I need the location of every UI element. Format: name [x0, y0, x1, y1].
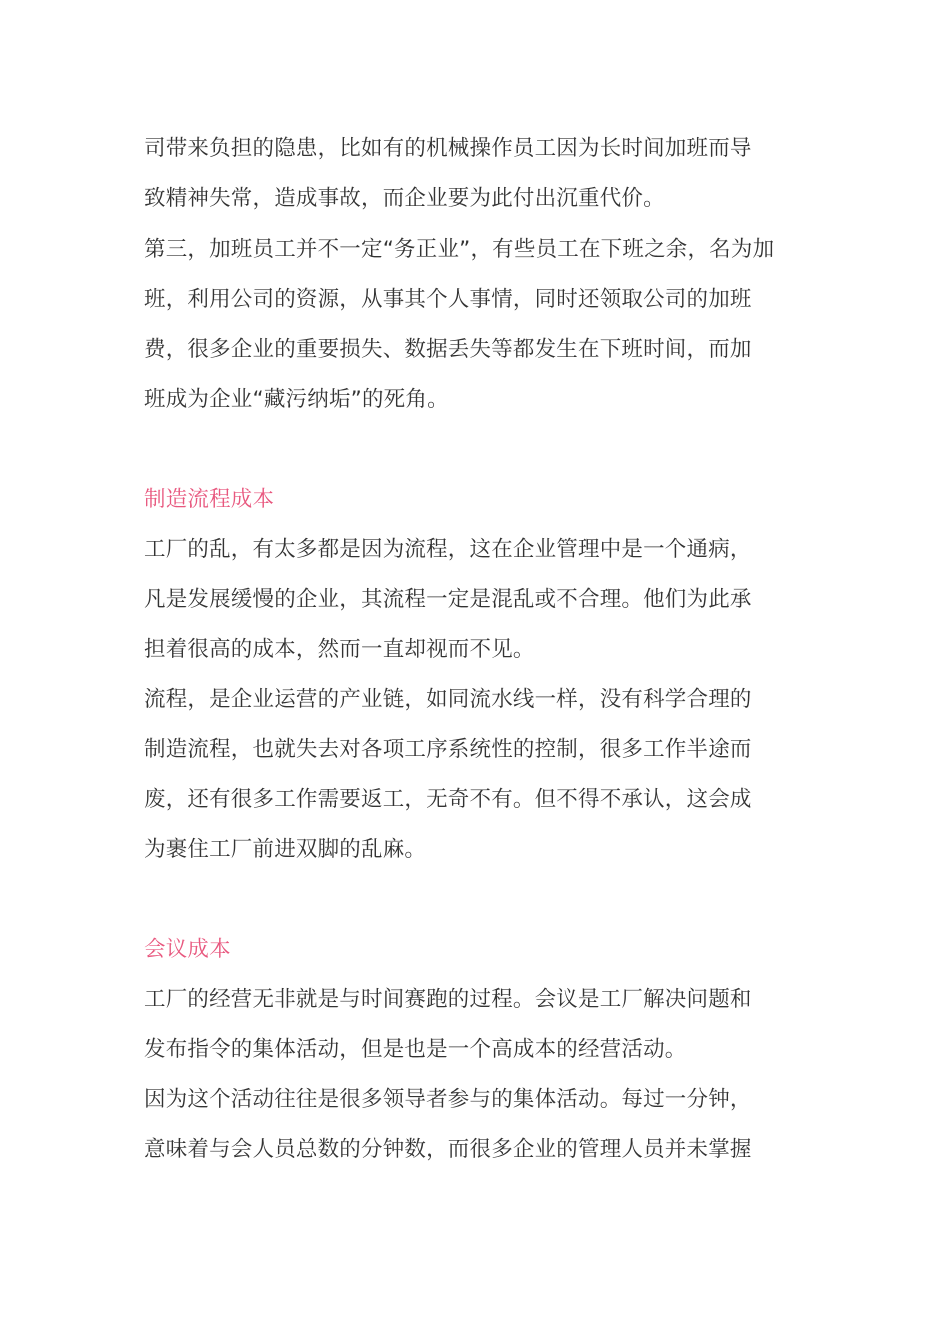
paragraph-line: 意味着与会人员总数的分钟数，而很多企业的管理人员并未掌握 — [144, 1137, 752, 1162]
paragraph-line: 废，还有很多工作需要返工，无奇不有。但不得不承认，这会成 — [144, 787, 752, 812]
paragraph-line: 担着很高的成本，然而一直却视而不见。 — [144, 637, 535, 662]
paragraph-line: 班成为企业“藏污纳垢”的死角。 — [144, 387, 449, 412]
paragraph-line: 费，很多企业的重要损失、数据丢失等都发生在下班时间，而加 — [144, 337, 752, 362]
paragraph-line: 制造流程，也就失去对各项工序系统性的控制，很多工作半途而 — [144, 737, 752, 762]
paragraph-line: 为裹住工厂前进双脚的乱麻。 — [144, 837, 427, 862]
paragraph-line: 工厂的经营无非就是与时间赛跑的过程。会议是工厂解决问题和 — [144, 987, 752, 1012]
paragraph-line: 工厂的乱，有太多都是因为流程，这在企业管理中是一个通病， — [144, 537, 752, 562]
paragraph-line: 班，利用公司的资源，从事其个人事情，同时还领取公司的加班 — [144, 287, 752, 312]
paragraph-line: 凡是发展缓慢的企业，其流程一定是混乱或不合理。他们为此承 — [144, 587, 752, 612]
paragraph-line: 第三，加班员工并不一定“务正业”，有些员工在下班之余，名为加 — [144, 237, 775, 262]
paragraph-line: 司带来负担的隐患，比如有的机械操作员工因为长时间加班而导 — [144, 136, 752, 161]
paragraph-line: 致精神失常，造成事故，而企业要为此付出沉重代价。 — [144, 186, 665, 211]
section-heading-manufacturing-process-cost: 制造流程成本 — [144, 487, 275, 512]
section-heading-meeting-cost: 会议成本 — [144, 937, 231, 962]
paragraph-line: 因为这个活动往往是很多领导者参与的集体活动。每过一分钟， — [144, 1087, 752, 1112]
paragraph-line: 发布指令的集体活动，但是也是一个高成本的经营活动。 — [144, 1037, 687, 1062]
paragraph-line: 流程，是企业运营的产业链，如同流水线一样，没有科学合理的 — [144, 687, 752, 712]
